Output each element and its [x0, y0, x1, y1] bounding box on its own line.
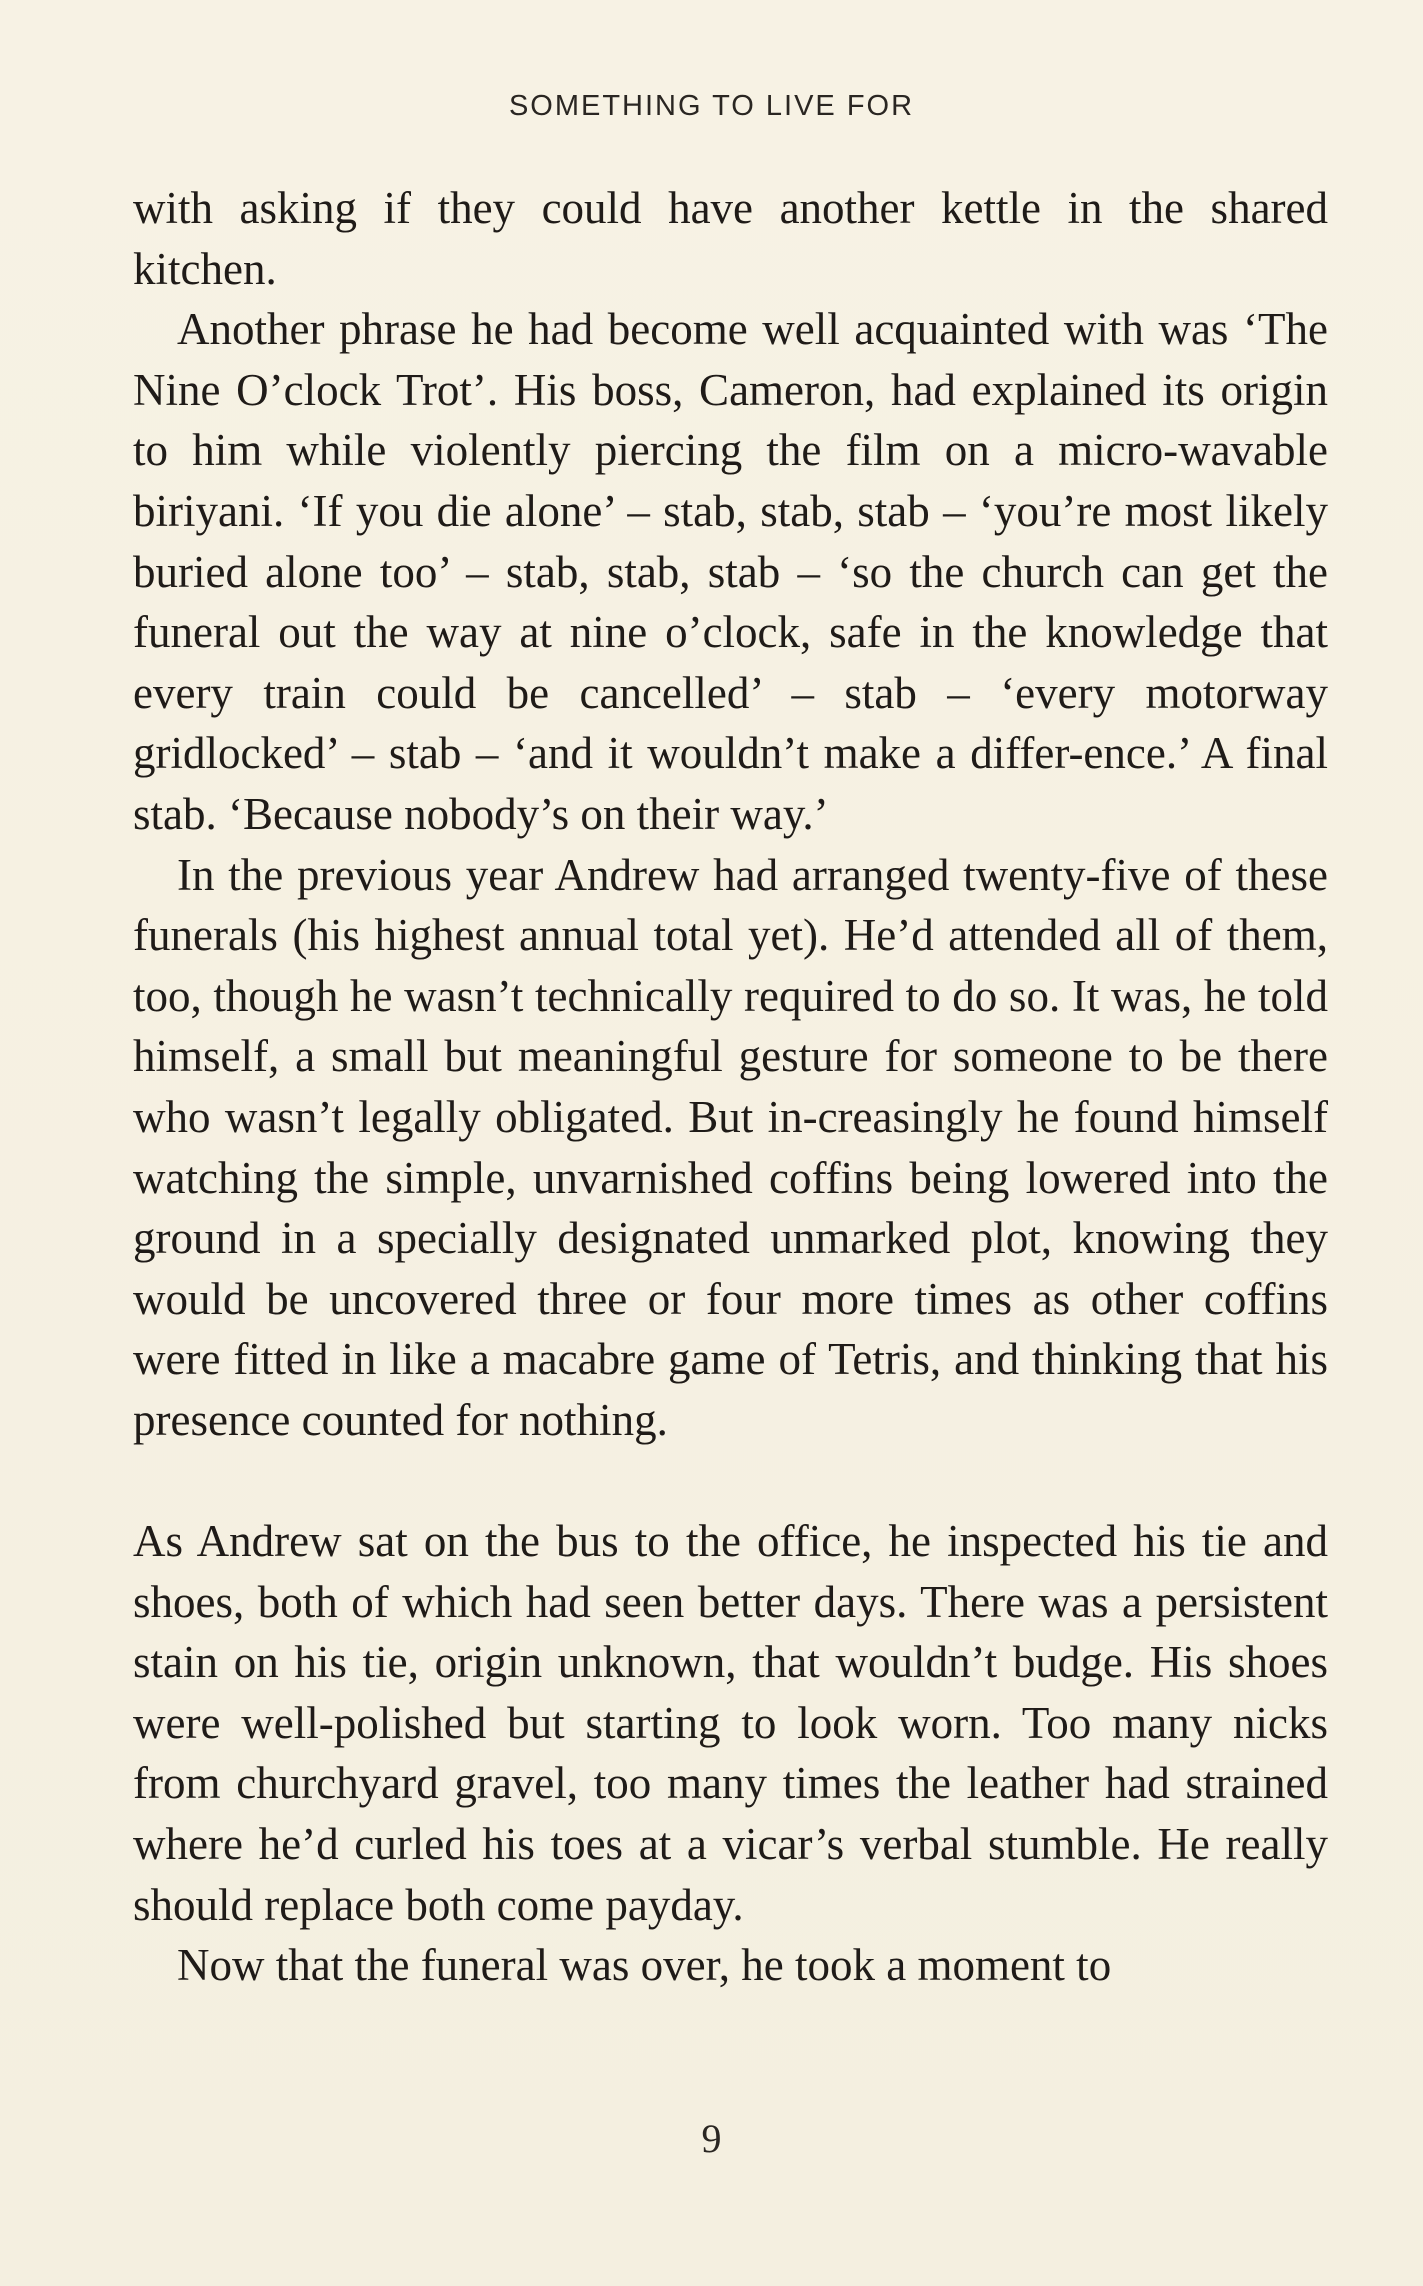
paragraph-continued: with asking if they could have another kettle in the shared kitchen. — [133, 183, 1328, 294]
paragraph-bus-to-office: As Andrew sat on the bus to the office, he inspected his tie and shoes, both of which had seen better days. There was a persistent stain on his tie, origin unknown, that wouldn’t budge. His shoes were well-polished but starting to look worn. Too many nicks from churchyard gravel, too many times the leather had strained where he’d curled his toes at a vicar’s verbal stumble. He really should replace both come payday. — [133, 1516, 1328, 1930]
page-number: 9 — [701, 2116, 722, 2161]
body-text — [133, 178, 1328, 1996]
paragraph-nine-oclock-trot: Another phrase he had become well acquainted with was ‘The Nine O’clock Trot’. His boss, Cameron, had explained its origin to him while violently piercing the film on a micro-wavable biriyani. ‘If you die alone’ – stab, stab, stab – ‘you’re most likely buried alone too’ – stab, stab, stab – ‘so the church can get the funeral out the way at nine o’clock, safe in the knowledge that every train could be cancelled’ – stab – ‘every motorway gridlocked’ – stab – ‘and it wouldn’t make a differ-ence.’ A final stab. ‘Because nobody’s on their way.’ — [133, 304, 1328, 839]
running-head: SOMETHING TO LIVE FOR — [508, 90, 915, 122]
paragraph-previous-year: In the previous year Andrew had arranged twenty-five of these funerals (his highest annual total yet). He’d attended all of them, too, though he wasn’t technically required to do so. It was, he told himself, a small but meaningful gesture for someone to be there who wasn’t legally obligated. But in-creasingly he found himself watching the simple, unvarnished coffins being lowered into the ground in a specially designated unmarked plot, knowing they would be uncovered three or four more times as other coffins were fitted in like a macabre game of Tetris, and thinking that his presence counted for nothing. — [133, 849, 1328, 1445]
paragraph-funeral-over: Now that the funeral was over, he took a moment to — [177, 1940, 1112, 1991]
